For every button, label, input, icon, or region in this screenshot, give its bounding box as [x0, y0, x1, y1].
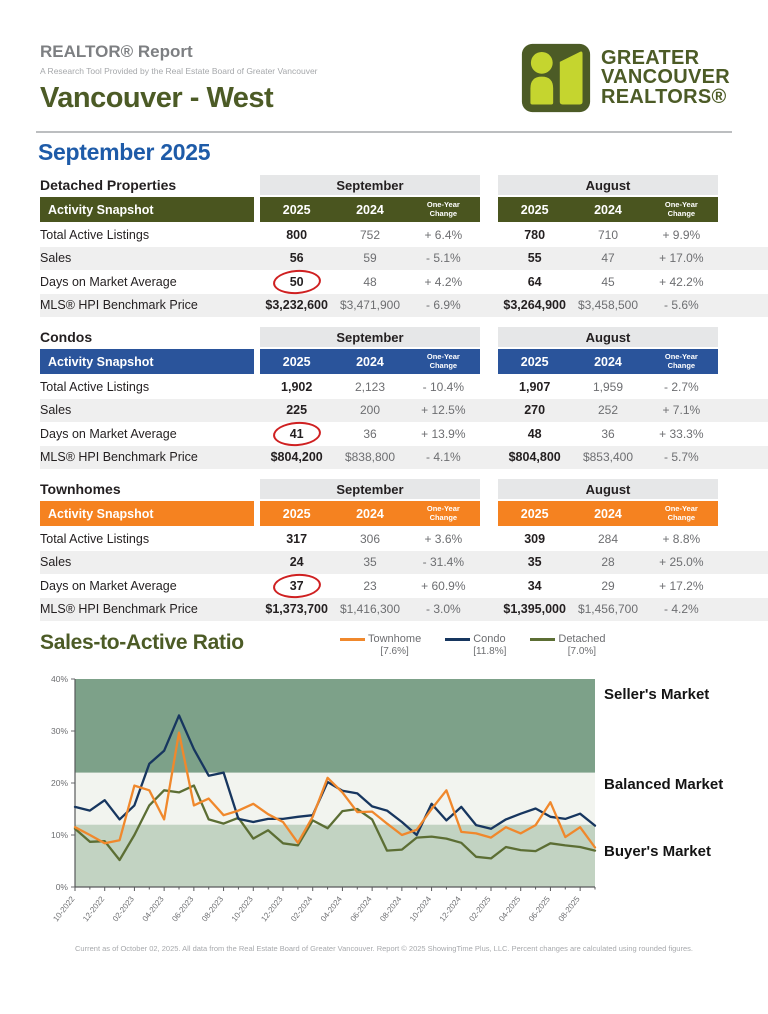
column-header: 2024 — [356, 202, 384, 217]
column-header: 2024 — [594, 354, 622, 369]
value-cell: + 13.9% — [421, 426, 466, 441]
month-header-row — [40, 479, 768, 499]
gvr-logo-text — [600, 46, 730, 108]
column-header-row — [40, 197, 768, 222]
area-title: Vancouver - West — [40, 82, 274, 114]
chart-band-buyer-s-market — [75, 825, 595, 887]
august-values — [498, 399, 718, 423]
activity-snapshot-header: Activity Snapshot — [40, 349, 254, 374]
september-values — [260, 223, 480, 247]
value-cell — [260, 574, 333, 598]
column-header: 2024 — [356, 506, 384, 521]
value-cell: - 4.1% — [425, 450, 461, 465]
september-values — [260, 574, 480, 598]
value-cell: $838,800 — [344, 450, 396, 465]
x-axis-label: 12-2023 — [259, 894, 285, 924]
table-row — [40, 399, 768, 423]
value-cell: + 6.4% — [424, 227, 463, 242]
legend-line-swatch — [445, 638, 470, 641]
value-cell: 284 — [597, 531, 618, 546]
row-label: MLS® HPI Benchmark Price — [40, 450, 198, 465]
row-label: Days on Market Average — [40, 426, 177, 441]
value-cell: 252 — [597, 403, 618, 418]
highlight-ellipse — [272, 268, 322, 295]
value-cell: 56 — [289, 251, 304, 266]
gvr-logo — [520, 42, 730, 114]
x-axis-label: 06-2024 — [348, 894, 374, 924]
x-axis-label: 04-2024 — [318, 894, 345, 924]
month-header-august: August — [498, 479, 718, 499]
value-cell: 780 — [524, 227, 546, 242]
value-cell: $1,456,700 — [577, 602, 639, 617]
balanced-market-label: Balanced Market — [604, 776, 724, 793]
value-cell: $3,471,900 — [339, 298, 401, 313]
legend-label: Detached — [558, 633, 606, 645]
legend-label: Condo — [473, 633, 506, 645]
value-cell: 24 — [289, 555, 304, 570]
x-axis-label: 08-2024 — [378, 894, 404, 924]
value-cell: 35 — [527, 555, 542, 570]
column-header: One-Year Change — [426, 503, 460, 522]
august-values — [498, 223, 718, 247]
activity-snapshot-header: Activity Snapshot — [40, 197, 254, 222]
value-cell: $804,800 — [508, 450, 561, 465]
row-label: Total Active Listings — [40, 379, 150, 394]
table-row — [40, 422, 768, 446]
september-values — [260, 247, 480, 271]
table-row — [40, 551, 768, 575]
column-header: 2025 — [520, 506, 549, 521]
september-values — [260, 446, 480, 470]
report-title: REALTOR® Report — [40, 42, 193, 61]
row-label: MLS® HPI Benchmark Price — [40, 602, 198, 617]
circled-value: 37 — [289, 578, 304, 593]
value-cell: $1,416,300 — [339, 602, 401, 617]
september-values — [260, 294, 480, 318]
value-cell: 800 — [286, 227, 308, 242]
value-cell: 1,902 — [281, 379, 313, 394]
august-values — [498, 422, 718, 446]
september-values — [260, 598, 480, 622]
chart-canvas — [35, 669, 735, 941]
value-cell: + 17.0% — [659, 251, 704, 266]
x-axis-label: 06-2025 — [526, 894, 553, 924]
september-values — [260, 422, 480, 446]
value-cell: 48 — [527, 426, 542, 441]
value-cell: - 10.4% — [422, 379, 464, 394]
x-axis-label: 02-2023 — [110, 894, 137, 924]
value-cell: $3,458,500 — [577, 298, 639, 313]
august-values — [498, 598, 718, 622]
y-axis-label: 30% — [50, 726, 68, 736]
buyers-market-label: Buyer's Market — [604, 843, 711, 860]
chart-header — [40, 631, 768, 669]
table-row — [40, 446, 768, 470]
row-label: Total Active Listings — [40, 531, 150, 546]
table-row — [40, 223, 768, 247]
gvr-logo-icon — [520, 42, 592, 114]
highlight-ellipse — [272, 420, 322, 447]
august-values — [498, 375, 718, 399]
table-row — [40, 375, 768, 399]
value-cell: + 17.2% — [659, 578, 704, 593]
august-values — [498, 446, 718, 470]
legend-label: Townhome — [368, 633, 422, 645]
legend-current-value: [7.6%] — [380, 646, 409, 657]
table-section — [40, 327, 768, 469]
value-cell: - 2.7% — [663, 379, 699, 394]
x-axis-label: 04-2025 — [497, 894, 523, 924]
legend-item-townhome — [340, 633, 421, 657]
value-cell: - 31.4% — [422, 555, 464, 570]
value-cell: $3,232,600 — [265, 298, 328, 313]
table-row — [40, 270, 768, 294]
section-title: Detached Properties — [40, 177, 177, 193]
row-label: MLS® HPI Benchmark Price — [40, 298, 198, 313]
value-cell: 47 — [601, 251, 615, 266]
august-values — [498, 551, 718, 575]
month-header-august: August — [498, 175, 718, 195]
gvr-logo-line-2: VANCOUVER — [600, 66, 730, 89]
value-cell: 306 — [359, 531, 380, 546]
month-header-row — [40, 327, 768, 347]
value-cell: - 5.1% — [425, 251, 461, 266]
value-cell: + 60.9% — [421, 578, 466, 593]
gvr-logo-line-3: REALTORS® — [600, 85, 727, 108]
value-cell: - 5.7% — [663, 450, 699, 465]
column-header: 2025 — [520, 202, 549, 217]
column-header: 2025 — [520, 354, 549, 369]
column-header-group — [260, 501, 480, 526]
x-axis-label: 10-2024 — [407, 894, 434, 924]
august-values — [498, 527, 718, 551]
value-cell: + 25.0% — [659, 555, 704, 570]
x-axis-label: 08-2025 — [556, 894, 582, 924]
x-axis-label: 12-2022 — [81, 894, 107, 924]
column-header-group — [498, 197, 718, 222]
value-cell: 200 — [359, 403, 380, 418]
column-header: One-Year Change — [426, 351, 460, 370]
value-cell: $1,395,000 — [503, 602, 566, 617]
table-row — [40, 527, 768, 551]
table-row — [40, 247, 768, 271]
x-axis-label: 10-2023 — [229, 894, 255, 924]
report-subtitle: A Research Tool Provided by the Real Estate Board of Greater Vancouver — [40, 66, 318, 76]
section-title: Condos — [40, 329, 93, 345]
table-section — [40, 479, 768, 621]
column-header-group — [498, 501, 718, 526]
august-values — [498, 294, 718, 318]
report-footer: Current as of October 02, 2025. All data from the Real Estate Board of Greater Vancouver. Report © 2025 ShowingTime Plus, LLC. Percent changes are calculated using rounded figures. — [75, 944, 693, 953]
august-values — [498, 247, 718, 271]
table-row — [40, 294, 768, 318]
header-divider — [36, 131, 732, 133]
row-label: Days on Market Average — [40, 274, 177, 289]
x-axis-label: 08-2023 — [199, 894, 226, 924]
legend-current-value: [7.0%] — [567, 646, 597, 657]
column-header-row — [40, 349, 768, 374]
table-row — [40, 598, 768, 622]
value-cell: $804,200 — [270, 450, 323, 465]
y-axis-label: 10% — [50, 830, 68, 840]
x-axis-label: 02-2024 — [289, 894, 315, 924]
september-values — [260, 527, 480, 551]
x-axis-label: 06-2023 — [170, 894, 196, 924]
sales-to-active-chart — [35, 669, 768, 941]
value-cell: 317 — [286, 531, 308, 546]
value-cell: + 8.8% — [662, 531, 701, 546]
row-label: Total Active Listings — [40, 227, 150, 242]
value-cell: 45 — [601, 274, 615, 289]
legend-current-value: [11.8%] — [473, 646, 507, 657]
value-cell: + 7.1% — [662, 403, 701, 418]
column-header: 2025 — [282, 354, 311, 369]
september-values — [260, 375, 480, 399]
value-cell: 225 — [286, 403, 308, 418]
chart-band-seller-s-market — [75, 679, 595, 773]
chart-title: Sales-to-Active Ratio — [40, 631, 244, 654]
row-label: Days on Market Average — [40, 578, 177, 593]
x-axis-label: 12-2024 — [437, 894, 463, 924]
value-cell — [260, 270, 333, 294]
value-cell: 2,123 — [354, 379, 385, 394]
value-cell: + 42.2% — [659, 274, 704, 289]
column-header-row — [40, 501, 768, 526]
y-axis-label: 40% — [50, 674, 68, 684]
x-axis-label: 04-2023 — [140, 894, 166, 924]
column-header: One-Year Change — [664, 199, 698, 218]
month-header-september: September — [260, 479, 480, 499]
value-cell: 64 — [527, 274, 542, 289]
value-cell: + 4.2% — [424, 274, 463, 289]
value-cell: 35 — [363, 555, 377, 570]
circled-value: 41 — [289, 426, 304, 441]
value-cell: 752 — [359, 227, 380, 242]
column-header: 2025 — [282, 202, 311, 217]
value-cell: - 4.2% — [663, 602, 699, 617]
tables-container — [40, 175, 768, 621]
column-header: One-Year Change — [426, 199, 460, 218]
column-header: 2024 — [594, 202, 622, 217]
table-row — [40, 574, 768, 598]
value-cell: $3,264,900 — [503, 298, 566, 313]
september-values — [260, 270, 480, 294]
value-cell: $1,373,700 — [265, 602, 328, 617]
legend-line-swatch — [340, 638, 365, 641]
value-cell: 29 — [601, 578, 615, 593]
sellers-market-label: Seller's Market — [604, 686, 710, 703]
value-cell: + 12.5% — [421, 403, 466, 418]
september-values — [260, 399, 480, 423]
column-header: 2024 — [594, 506, 622, 521]
value-cell: $853,400 — [582, 450, 634, 465]
column-header: 2024 — [356, 354, 384, 369]
column-header: One-Year Change — [664, 503, 698, 522]
value-cell: 309 — [524, 531, 546, 546]
value-cell: + 9.9% — [662, 227, 701, 242]
column-header: One-Year Change — [664, 351, 698, 370]
value-cell: - 5.6% — [663, 298, 699, 313]
row-label: Sales — [40, 555, 72, 570]
y-axis-label: 0% — [55, 882, 68, 892]
row-label: Sales — [40, 251, 72, 266]
section-title: Townhomes — [40, 481, 121, 497]
august-values — [498, 574, 718, 598]
value-cell: 34 — [527, 578, 542, 593]
column-header-group — [498, 349, 718, 374]
value-cell: 1,907 — [519, 379, 551, 394]
legend-line-swatch — [530, 638, 555, 641]
value-cell: - 3.0% — [425, 602, 461, 617]
value-cell: 36 — [363, 426, 377, 441]
column-header: 2025 — [282, 506, 311, 521]
x-axis-label: 02-2025 — [467, 894, 493, 924]
value-cell: + 3.6% — [424, 531, 463, 546]
circled-value: 50 — [289, 274, 304, 289]
chart-legend — [340, 633, 605, 657]
column-header-group — [260, 349, 480, 374]
table-section — [40, 175, 768, 317]
y-axis-label: 20% — [50, 778, 68, 788]
month-header-row — [40, 175, 768, 195]
period-title: September 2025 — [38, 139, 211, 165]
legend-item-condo — [445, 633, 506, 657]
gvr-logo-line-1: GREATER — [600, 46, 700, 69]
value-cell: 1,959 — [592, 379, 623, 394]
value-cell: 48 — [363, 274, 377, 289]
month-header-september: September — [260, 327, 480, 347]
legend-item-detached — [530, 633, 605, 657]
report-header — [40, 42, 730, 122]
august-values — [498, 270, 718, 294]
value-cell: 55 — [527, 251, 542, 266]
x-axis-label: 10-2022 — [51, 894, 77, 924]
value-cell — [260, 422, 333, 446]
value-cell: 710 — [597, 227, 618, 242]
september-values — [260, 551, 480, 575]
value-cell: - 6.9% — [425, 298, 461, 313]
row-label: Sales — [40, 403, 72, 418]
column-header-group — [260, 197, 480, 222]
month-header-september: September — [260, 175, 480, 195]
value-cell: 23 — [363, 578, 377, 593]
value-cell: 36 — [601, 426, 615, 441]
highlight-ellipse — [272, 572, 322, 599]
value-cell: 59 — [363, 251, 377, 266]
activity-snapshot-header: Activity Snapshot — [40, 501, 254, 526]
value-cell: 28 — [601, 555, 615, 570]
value-cell: 270 — [524, 403, 546, 418]
value-cell: + 33.3% — [659, 426, 704, 441]
month-header-august: August — [498, 327, 718, 347]
